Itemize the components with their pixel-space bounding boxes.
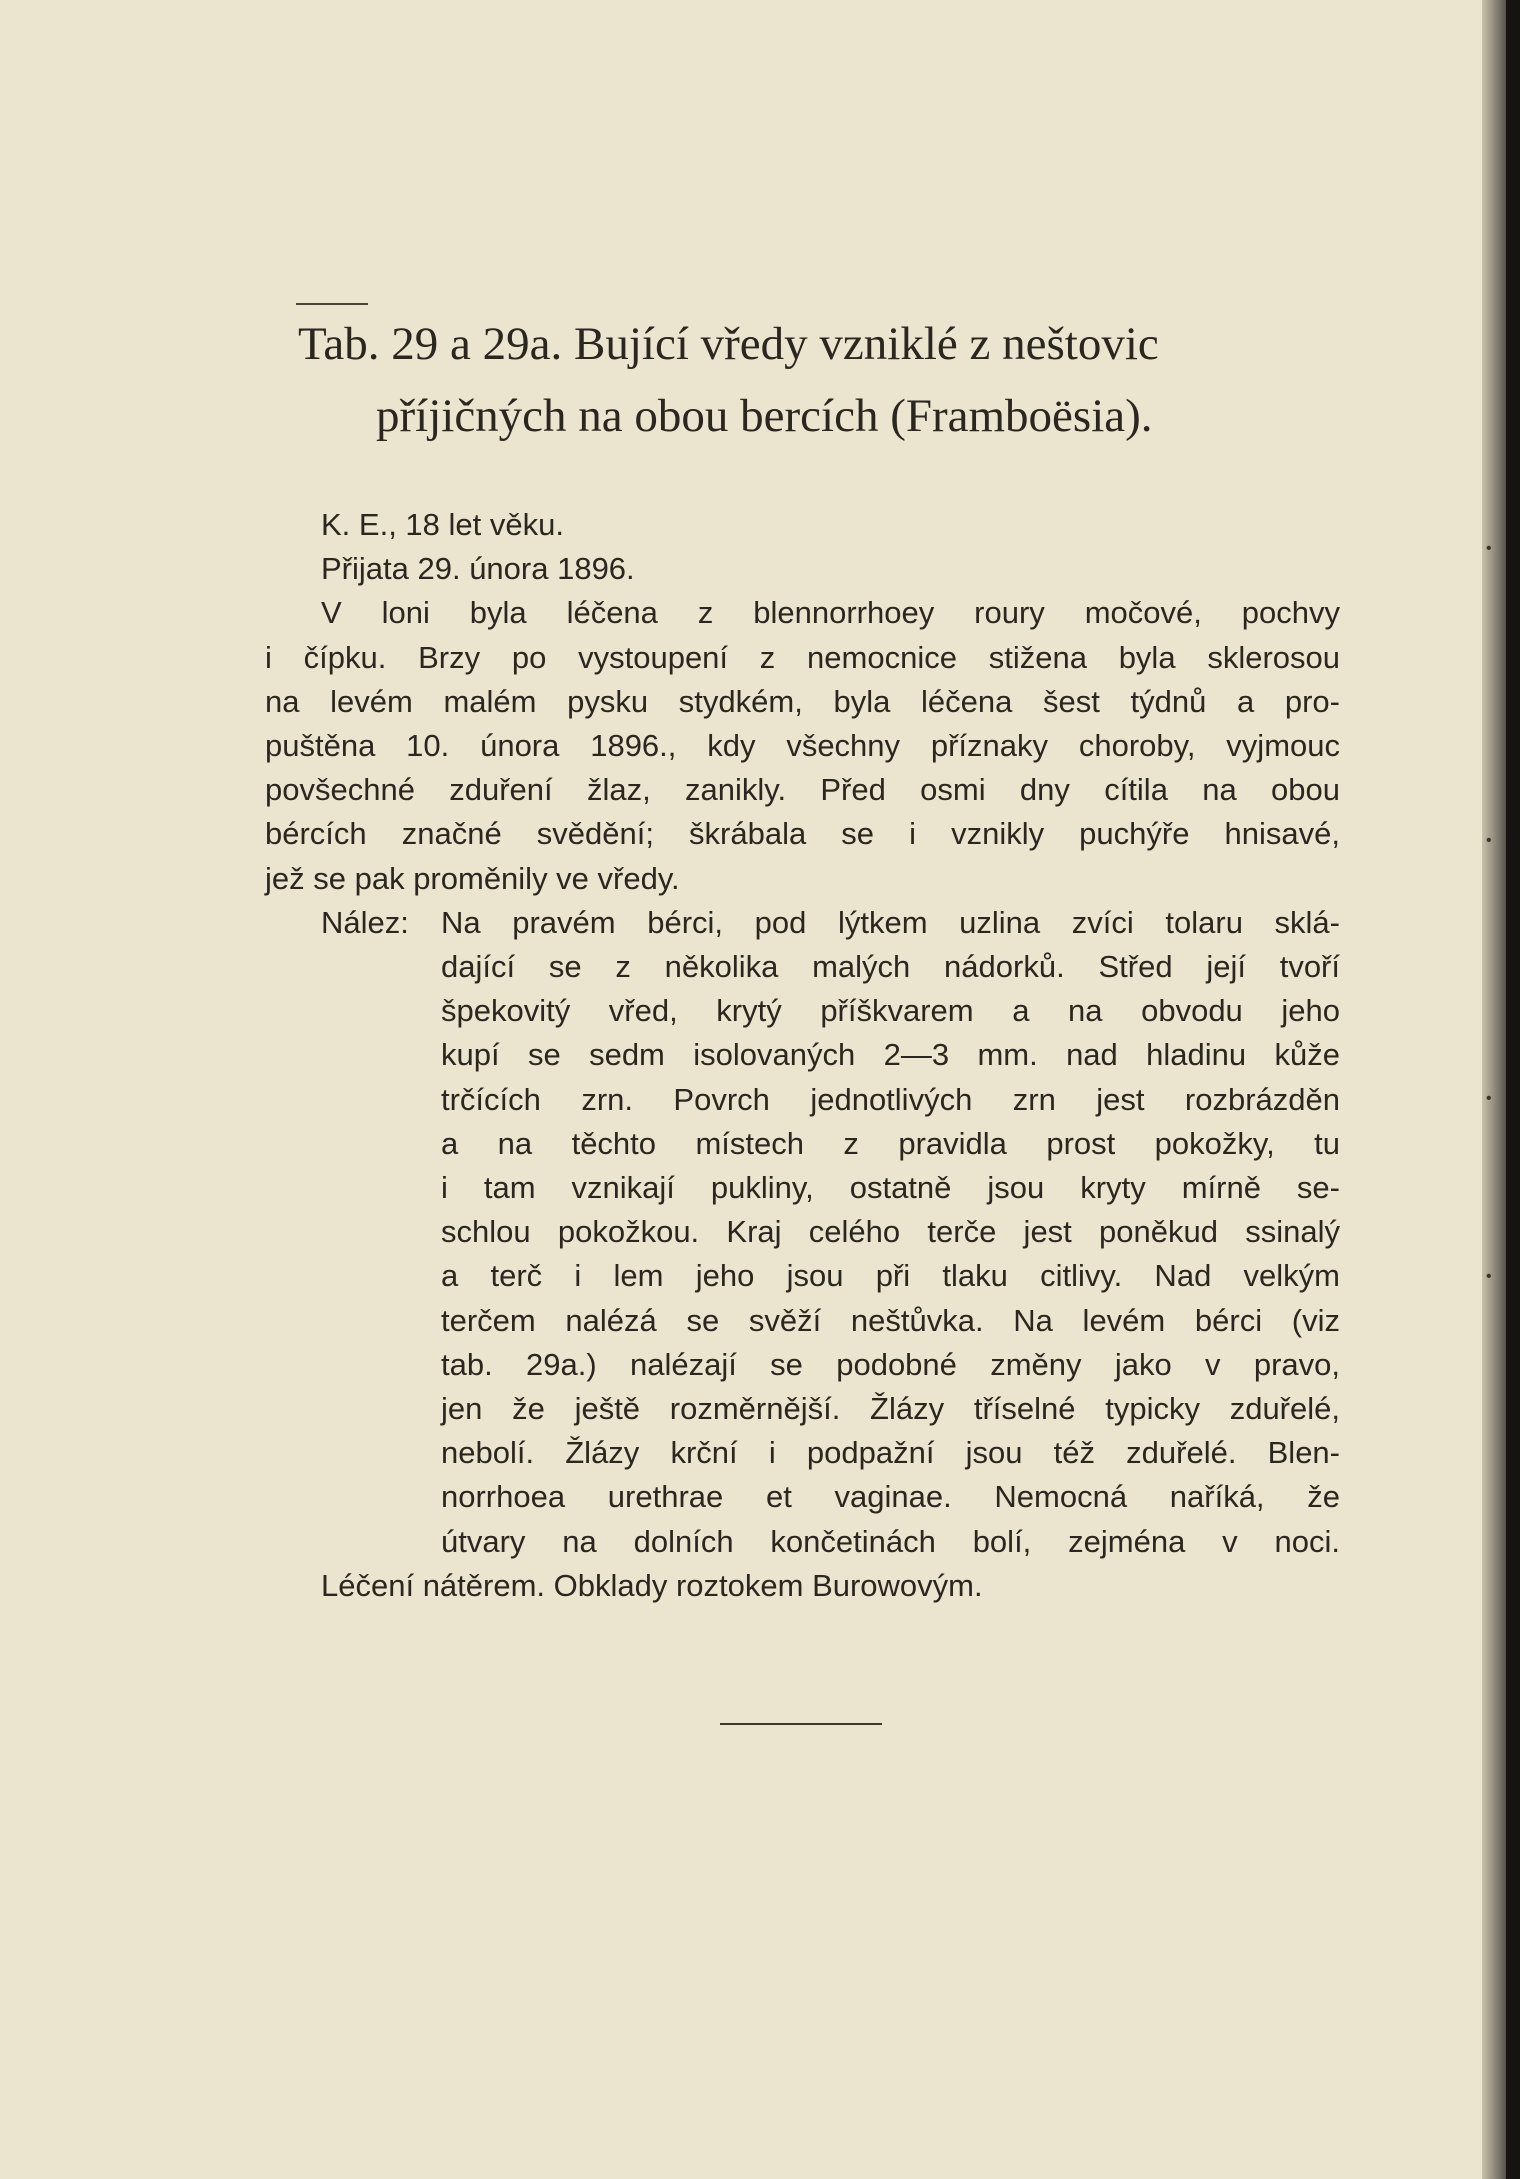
margin-speck: • xyxy=(1486,540,1492,557)
history-line: povšechné zduření žlaz, zanikly. Před osmi dny cítila na obou xyxy=(265,772,1340,808)
history-paragraph xyxy=(265,591,1340,900)
finding-line: nebolí. Žlázy krční i podpažní jsou též zduřelé. Blen- xyxy=(441,1435,1340,1471)
margin-speck: • xyxy=(1486,1090,1492,1107)
patient-line: K. E., 18 let věku. xyxy=(321,507,564,542)
finding-section xyxy=(265,901,1340,1564)
history-line: V loni byla léčena z blennorrhoey roury močové, pochvy xyxy=(321,595,1340,631)
finding-line: špekovitý vřed, krytý příškvarem a na obvodu jeho xyxy=(441,993,1340,1029)
history-line: jež se pak proměnily ve vředy. xyxy=(265,860,680,896)
margin-speck: • xyxy=(1486,1268,1492,1285)
history-line: i čípku. Brzy po vystoupení z nemocnice stižena byla sklerosou xyxy=(265,639,1340,675)
finding-line: kupí se sedm isolovaných 2—3 mm. nad hladinu kůže xyxy=(441,1037,1340,1073)
margin-speck: • xyxy=(1486,832,1492,849)
history-line: puštěna 10. února 1896., kdy všechny příznaky choroby, vyjmouc xyxy=(265,728,1340,764)
plate-title-line-2: příjičných na obou bercích (Framboësia). xyxy=(376,390,1153,442)
header-rule xyxy=(296,303,368,305)
end-rule xyxy=(720,1723,882,1725)
finding-line: tab. 29a.) nalézají se podobné změny jako v pravo, xyxy=(441,1346,1340,1382)
finding-line: jen že ještě rozměrnější. Žlázy tříselné typicky zduřelé, xyxy=(441,1391,1340,1427)
admission-line: Přijata 29. února 1896. xyxy=(321,551,635,587)
finding-line: i tam vznikají pukliny, ostatně jsou kryty mírně se- xyxy=(441,1170,1340,1206)
finding-line: Na pravém bérci, pod lýtkem uzlina zvíci tolaru sklá- xyxy=(441,904,1340,940)
finding-line: terčem nalézá se svěží neštůvka. Na levém bérci (viz xyxy=(441,1302,1340,1338)
history-line: bércích značné svědění; škrábala se i vznikly puchýře hnisavé, xyxy=(265,816,1340,852)
finding-line: trčících zrn. Povrch jednotlivých zrn jest rozbrázděn xyxy=(441,1081,1340,1117)
case-report xyxy=(265,503,1340,1608)
finding-line: schlou pokožkou. Kraj celého terče jest poněkud ssinalý xyxy=(441,1214,1340,1250)
book-spine-shadow xyxy=(1506,0,1520,2179)
history-line: na levém malém pysku stydkém, byla léčena šest týdnů a pro- xyxy=(265,683,1340,719)
plate-title xyxy=(298,308,1358,452)
plate-title-line-1: Tab. 29 a 29a. Bující vředy vzniklé z neštovic xyxy=(298,318,1159,370)
finding-line: a na těchto místech z pravidla prost pokožky, tu xyxy=(441,1125,1340,1161)
finding-line: a terč i lem jeho jsou při tlaku citlivy. Nad velkým xyxy=(441,1258,1340,1294)
finding-line: útvary na dolních končetinách bolí, zejména v noci. xyxy=(441,1523,1340,1559)
treatment-line: Léčení nátěrem. Obklady roztokem Burowovým. xyxy=(321,1567,983,1603)
finding-paragraph xyxy=(265,901,1340,1564)
finding-label: Nález: xyxy=(321,904,409,940)
finding-line: norrhoea urethrae et vaginae. Nemocná naříká, že xyxy=(441,1479,1340,1515)
finding-line: dající se z několika malých nádorků. Střed její tvoří xyxy=(441,949,1340,985)
